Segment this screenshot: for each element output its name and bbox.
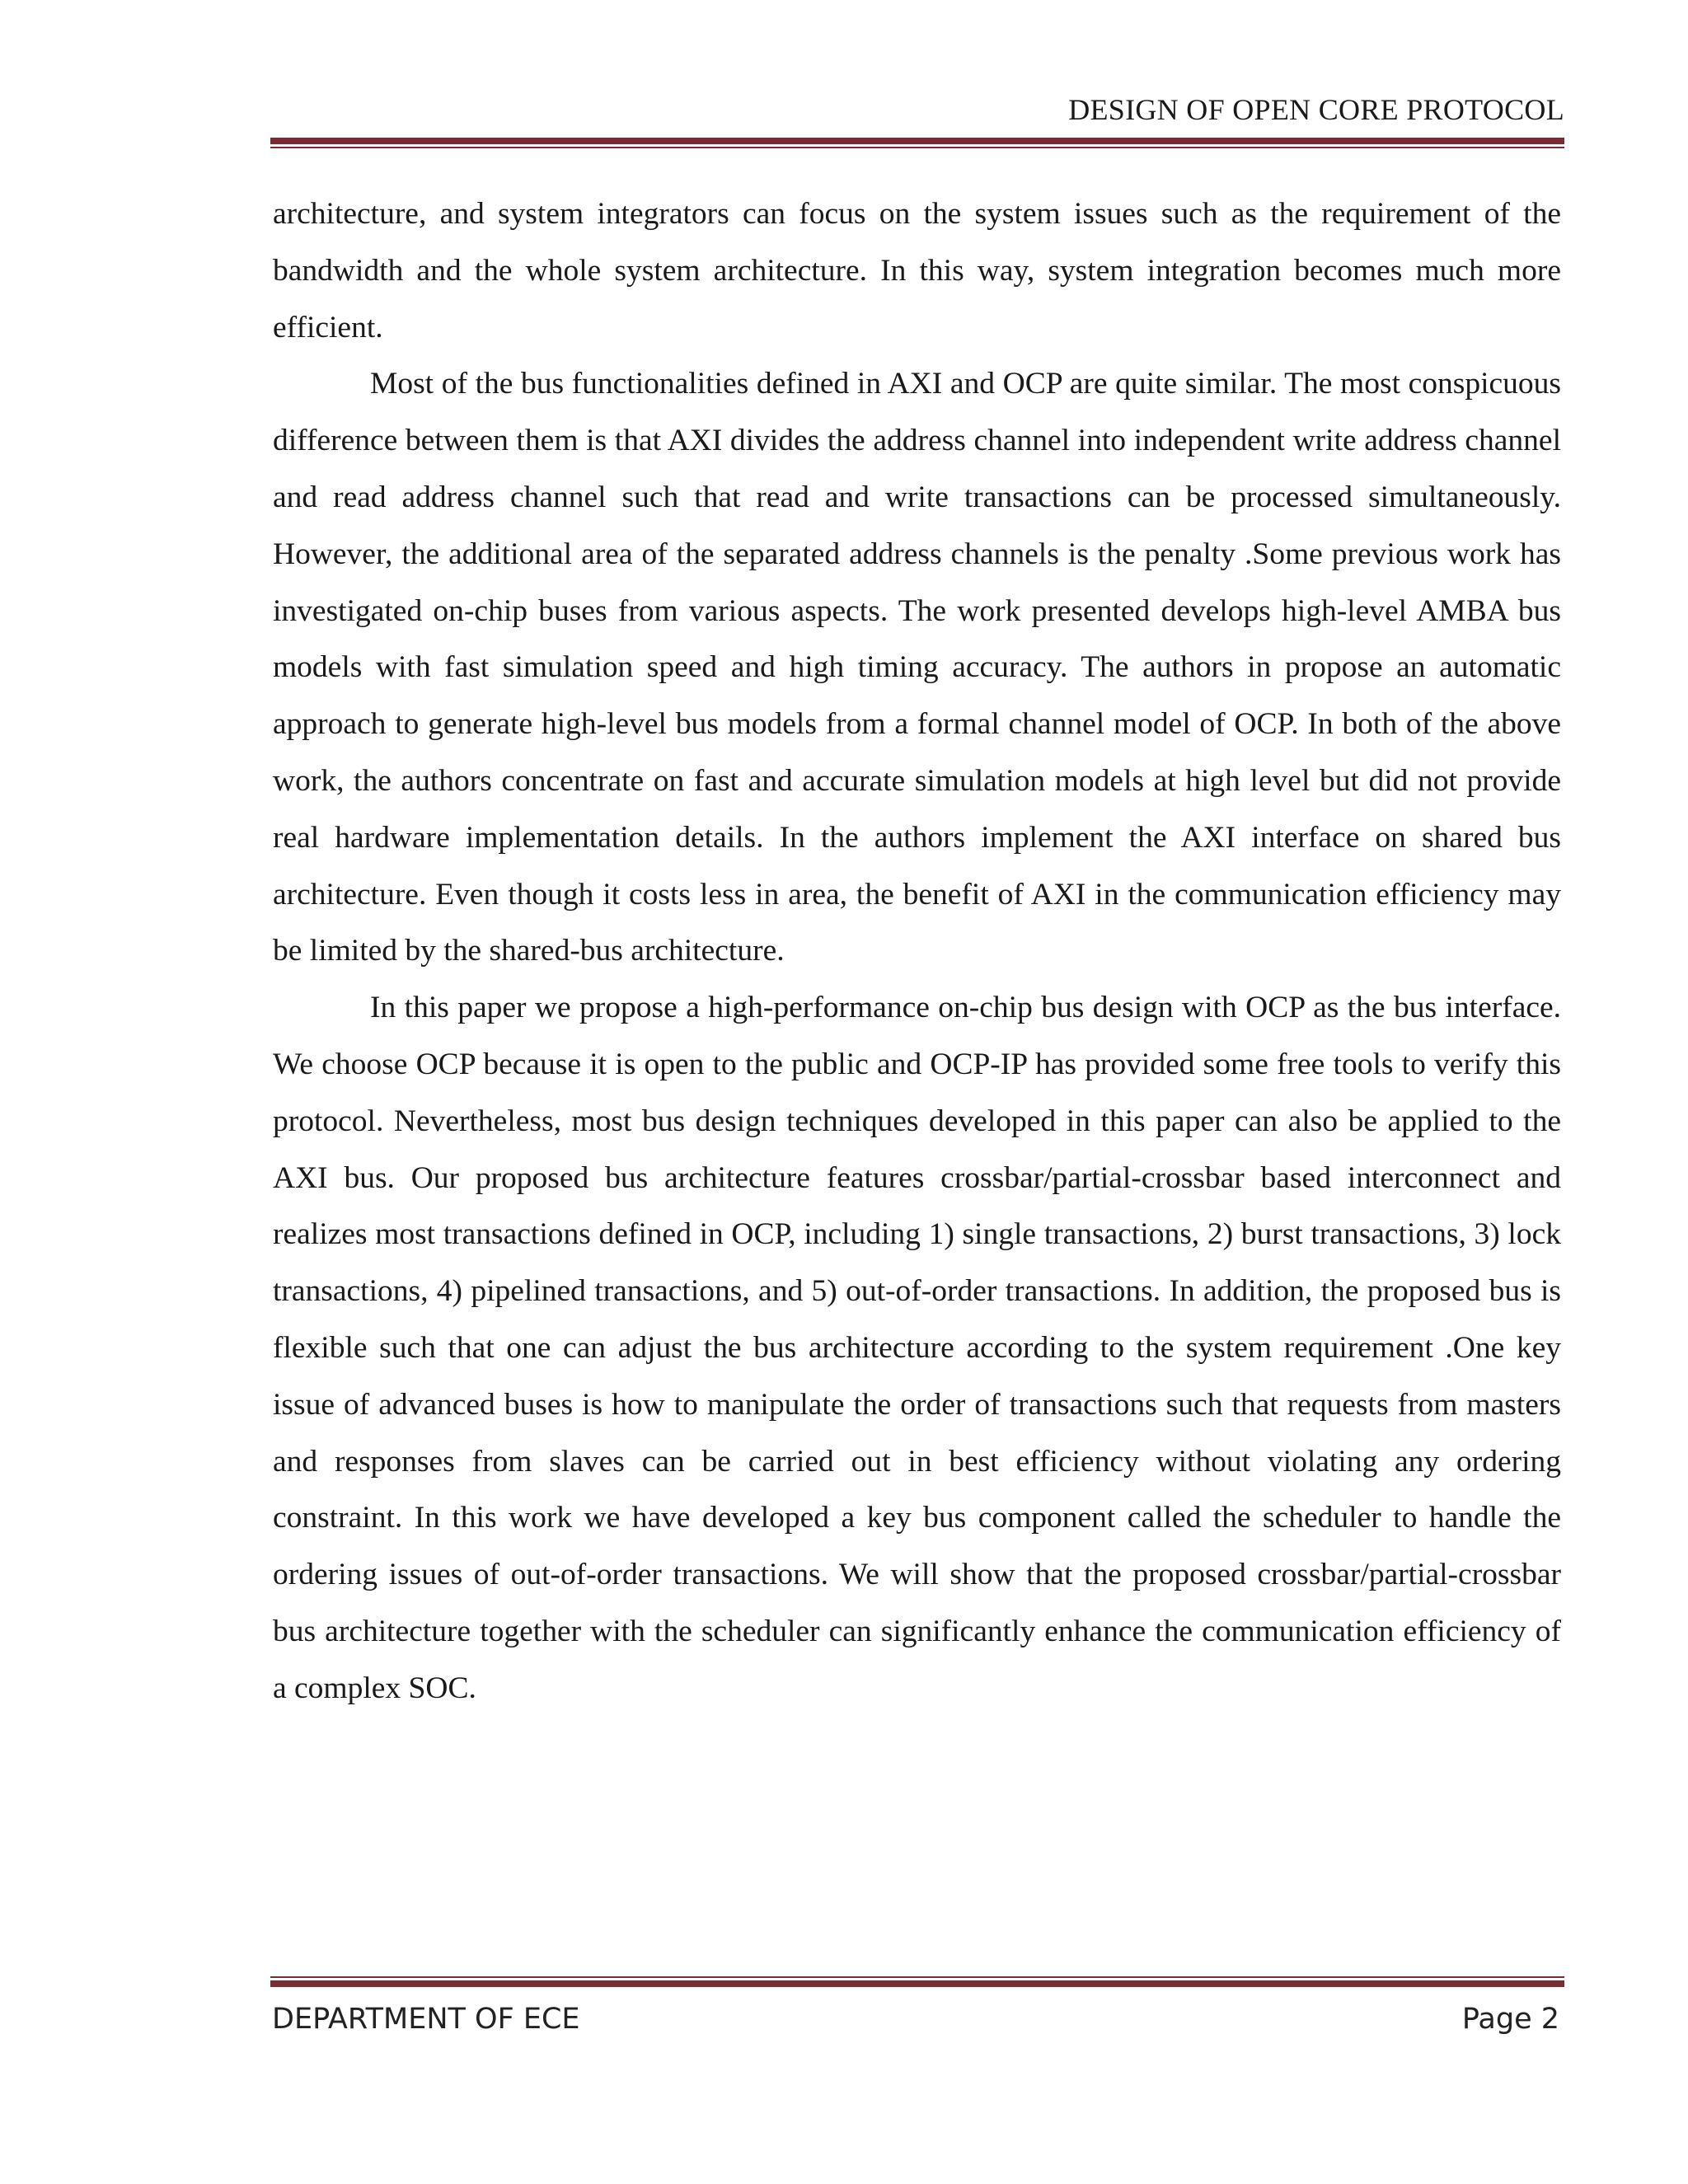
page-header [270, 0, 1564, 148]
paragraph-2: Most of the bus functionalities defined in AXI and OCP are quite similar. The most conspicuous difference between them is that AXI divides the address channel into independent write address channel and read address channel such that read and write transactions can be processed simultaneously. However, the additional area of the separated address channels is the penalty .Some previous work has investigated on-chip buses from various aspects. The work presented develops high-level AMBA bus models with fast simulation speed and high timing accuracy. The authors in propose an automatic approach to generate high-level bus models from a formal channel model of OCP. In both of the above work, the authors concentrate on fast and accurate simulation models at high level but did not provide real hardware implementation details. In the authors implement the AXI interface on shared bus architecture. Even though it costs less in area, the benefit of AXI in the communication efficiency may be limited by the shared-bus architecture. [273, 367, 1561, 968]
footer-rule-thick [270, 1980, 1564, 1987]
footer-rule-thin [270, 1976, 1564, 1978]
paragraph-1: architecture, and system integrators can focus on the system issues such as the requirement of the bandwidth and the whole system architecture. In this way, system integration becomes much more efficient. [273, 197, 1561, 344]
page-footer [270, 1976, 1564, 2050]
header-rule-thin [270, 147, 1564, 148]
header-rule-thick [270, 138, 1564, 144]
footer-department: DEPARTMENT OF ECE [272, 2003, 580, 2036]
body-text [273, 186, 1561, 1718]
paragraph-3: In this paper we propose a high-performance on-chip bus design with OCP as the bus interface. We choose OCP because it is open to the public and OCP-IP has provided some free tools to verify this protocol. Nevertheless, most bus design techniques developed in this paper can also be applied to the AXI bus. Our proposed bus architecture features crossbar/partial-crossbar based interconnect and realizes most transactions defined in OCP, including 1) single transactions, 2) burst transactions, 3) lock transactions, 4) pipelined transactions, and 5) out-of-order transactions. In addition, the proposed bus is flexible such that one can adjust the bus architecture according to the system requirement .One key issue of advanced buses is how to manipulate the order of transactions such that requests from masters and responses from slaves can be carried out in best efficiency without violating any ordering constraint. In this work we have developed a key bus component called the scheduler to handle the ordering issues of out-of-order transactions. We will show that the proposed crossbar/partial-crossbar bus architecture together with the scheduler can significantly enhance the communication efficiency of a complex SOC. [273, 991, 1561, 1705]
header-title: DESIGN OF OPEN CORE PROTOCOL [1068, 93, 1564, 126]
footer-page-number: Page 2 [1461, 2003, 1559, 2036]
